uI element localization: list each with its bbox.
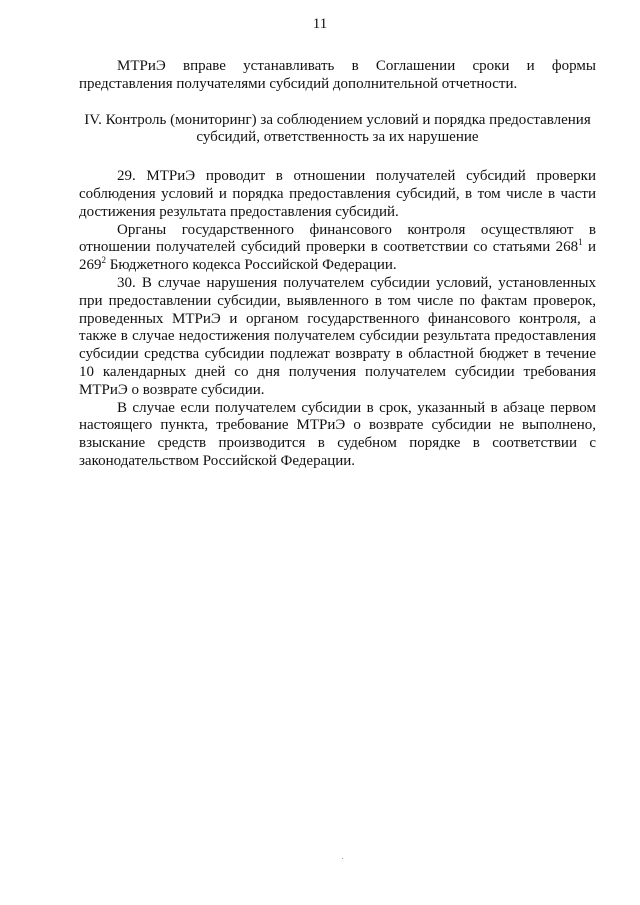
paragraph-29: 29. МТРиЭ проводит в отношении получателей субсидий проверки соблюдения условий и порядка предоставления субсидий, в том числе в части достижения результата предоставления субсидий. — [79, 168, 596, 220]
paragraph-29-control-text-middle: и 269 — [79, 239, 596, 274]
paragraph-29-control-text-after: Бюджетного кодекса Российской Федерации. — [106, 257, 397, 274]
article-269-superscript: 2 — [101, 255, 106, 266]
paragraph-30-recovery: В случае если получателем субсидии в срок, указанный в абзаце первом настоящего пункта, требование МТРиЭ о возврате субсидии не выполнено, взыскание средств производится в судебном порядке в соответствии с законодательством Российской Федерации. — [79, 399, 596, 469]
document-body — [79, 58, 596, 471]
paragraph-30: 30. В случае нарушения получателем субсидии условий, установленных при предоставлении субсидии, выявленного в том числе по фактам проверок, проведенных МТРиЭ и органом государственного финансового контроля, а также в случае недостижения получателем субсидии результата предоставления субсидии средства субсидии подлежат возврату в областной бюджет в течение 10 календарных дней со дня получения получателем субсидии требования МТРиЭ о возврате субсидии. — [79, 274, 596, 398]
paragraph-intro: МТРиЭ вправе устанавливать в Соглашении сроки и формы представления получателями субсидий дополнительной отчетности. — [79, 58, 596, 92]
scan-dot — [342, 858, 343, 859]
page-number: 11 — [312, 16, 328, 32]
article-268-superscript: 1 — [578, 237, 583, 248]
paragraph-29-control-text-before: Органы государственного финансового контроля осуществляют в отношении получателей субсидий проверки в соответствии со статьями 268 — [79, 221, 596, 256]
section-heading: IV. Контроль (мониторинг) за соблюдением условий и порядка предоставления субсидий, ответственность за их нарушение — [84, 111, 591, 146]
paragraph-29-control — [79, 222, 596, 275]
